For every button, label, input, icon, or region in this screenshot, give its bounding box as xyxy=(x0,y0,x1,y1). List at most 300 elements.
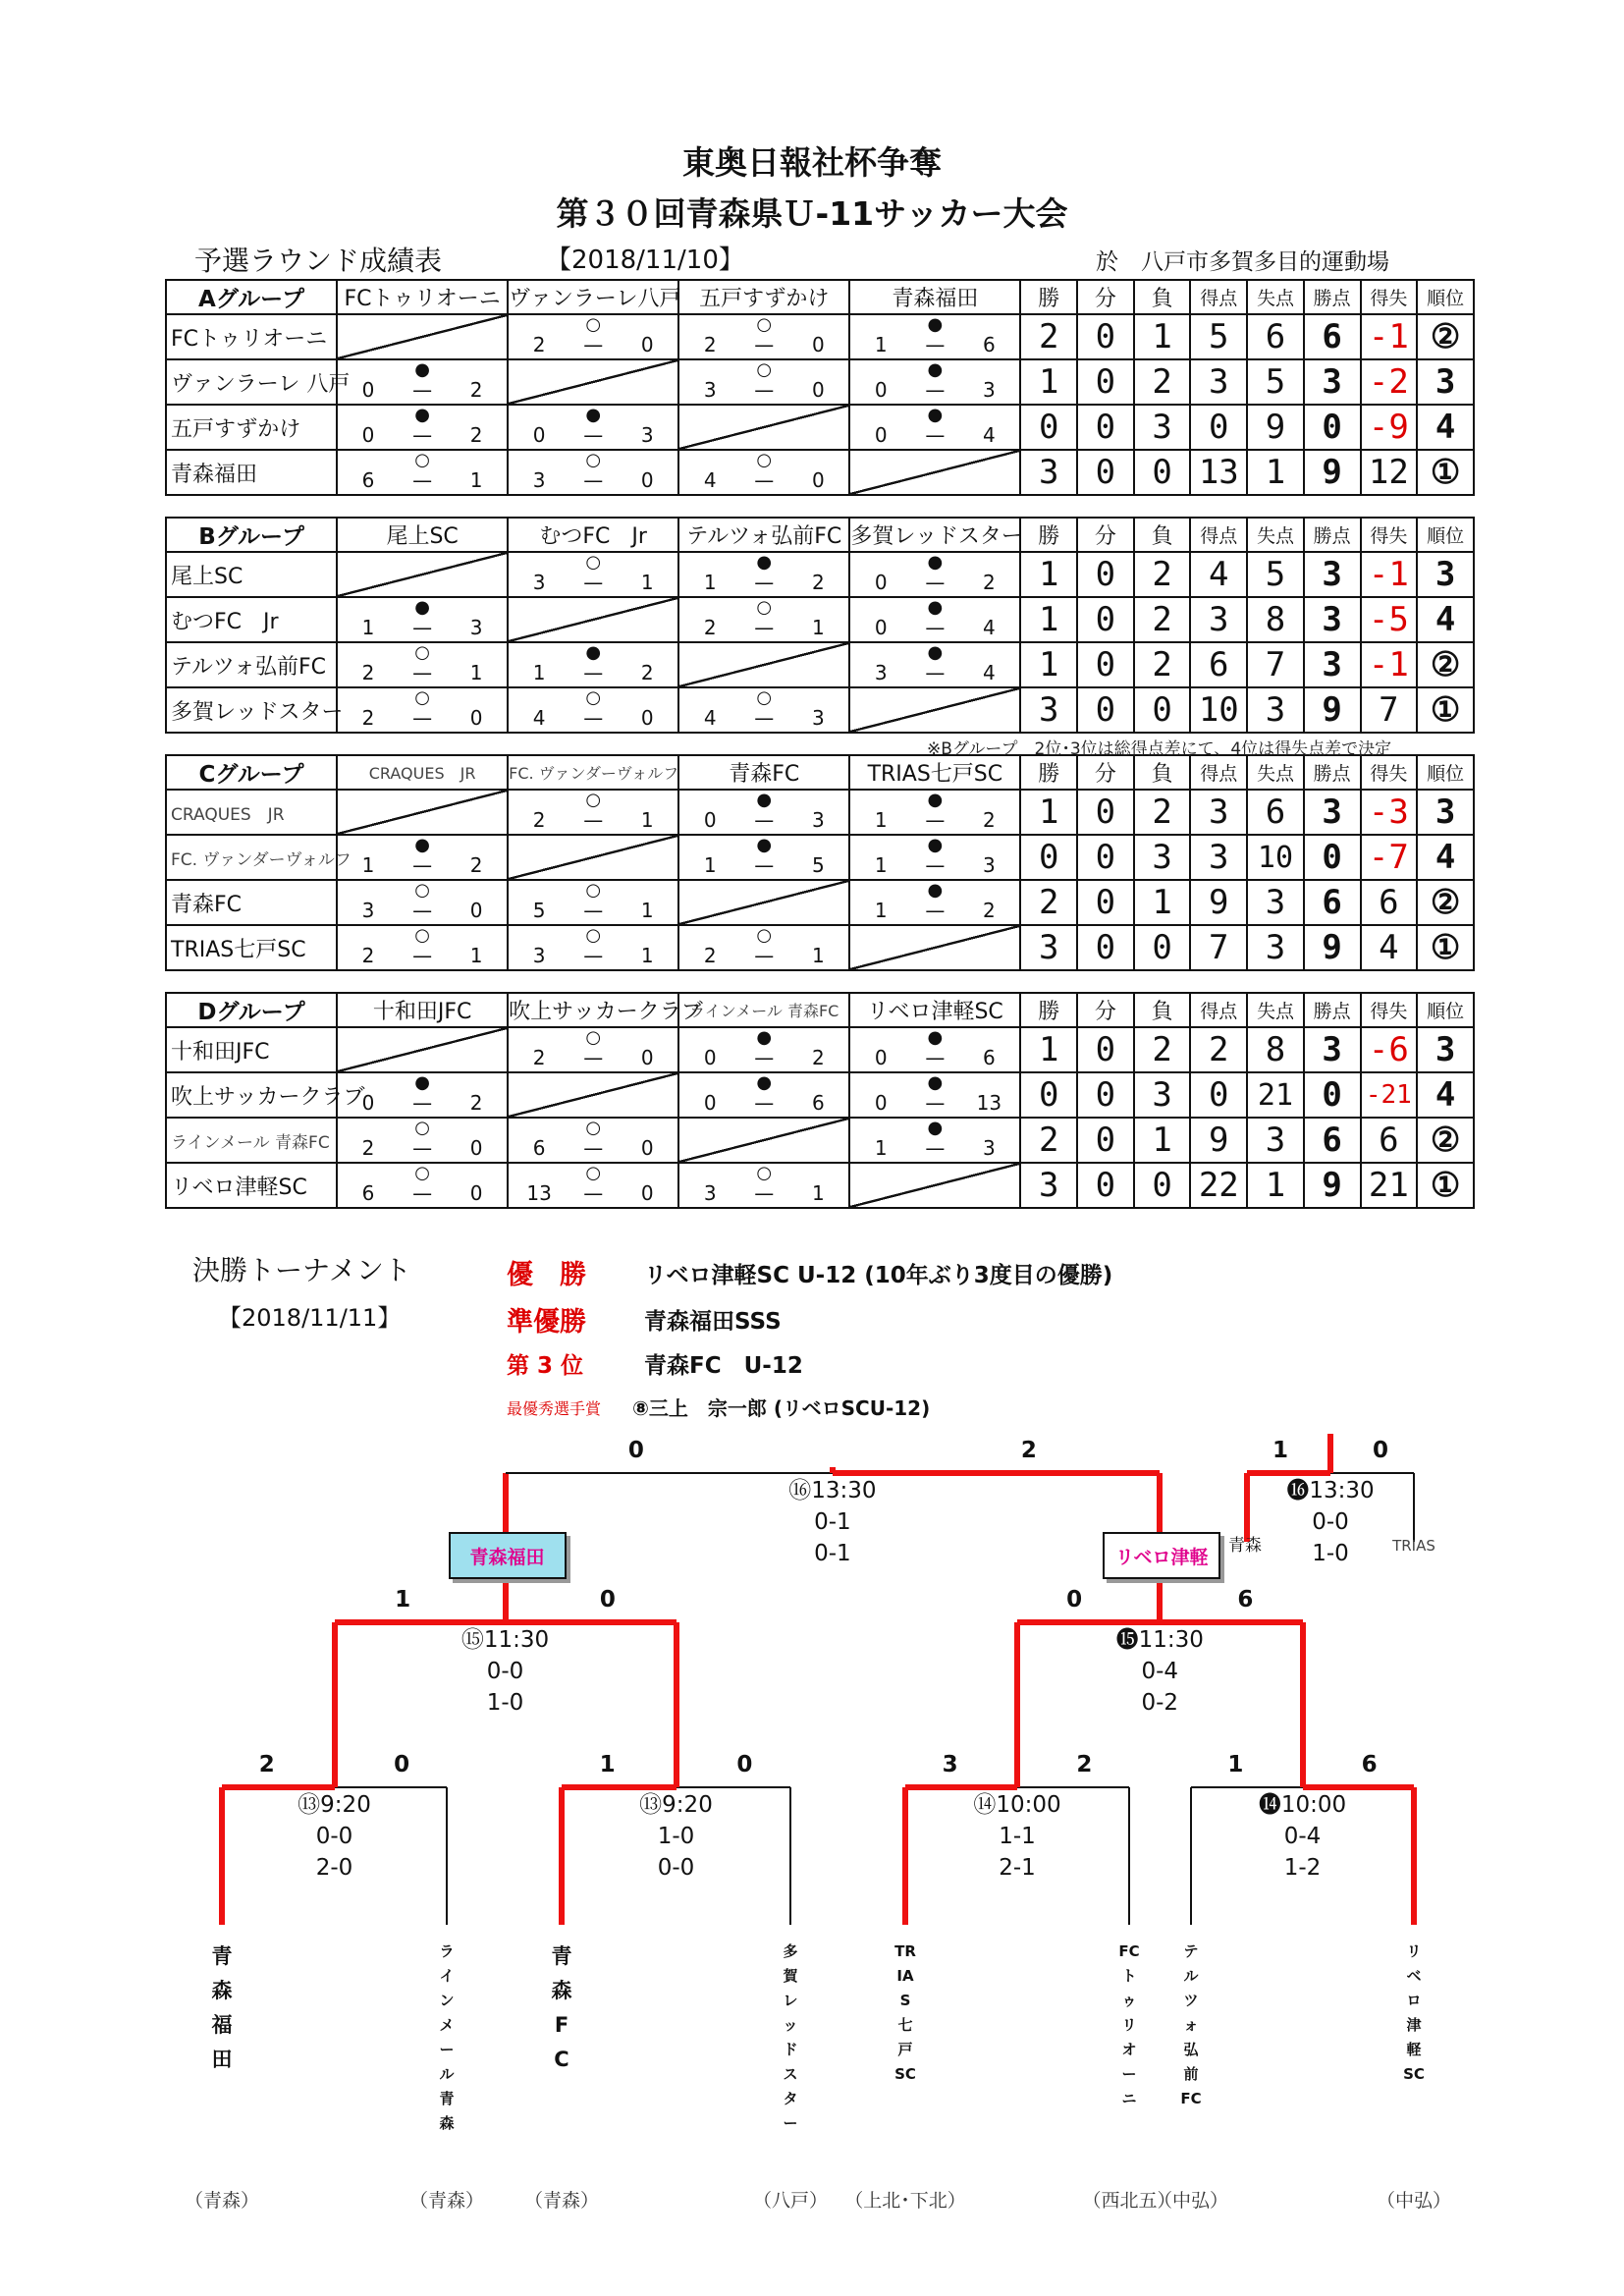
points: 0 xyxy=(1304,1072,1361,1118)
goals-for: 10 xyxy=(1190,687,1247,733)
win-mark: ○ xyxy=(585,552,602,573)
match-result xyxy=(849,552,1020,597)
score-against: 0 xyxy=(640,468,654,492)
bracket-team-name: 青森FC xyxy=(551,1944,572,2071)
score-against: 4 xyxy=(983,616,996,639)
champion-label: 優 勝 xyxy=(507,1260,586,1290)
score-for: 2 xyxy=(361,1136,375,1160)
champion-chip: リベロ津軽 xyxy=(1103,1532,1220,1579)
draws: 0 xyxy=(1077,552,1134,597)
points: 0 xyxy=(1304,405,1361,450)
draws: 0 xyxy=(1077,790,1134,835)
score-dash: — xyxy=(583,571,604,594)
team-region: （中弘） xyxy=(1376,2190,1452,2212)
first-half-score: 0-1 xyxy=(814,1509,851,1535)
stat-header: 得点 xyxy=(1190,755,1247,790)
goals-against: 6 xyxy=(1247,314,1304,359)
rank: 4 xyxy=(1417,405,1474,450)
score-for: 3 xyxy=(361,899,375,922)
stat-header: 勝点 xyxy=(1304,518,1361,552)
match-result xyxy=(337,642,508,687)
self-match-cell xyxy=(508,835,678,880)
group-table xyxy=(165,517,1475,734)
draws: 0 xyxy=(1077,450,1134,495)
loss-mark: ● xyxy=(927,359,944,380)
score-for: 1 xyxy=(874,899,888,922)
stat-header: 順位 xyxy=(1417,755,1474,790)
draws: 0 xyxy=(1077,642,1134,687)
score-dash: — xyxy=(754,333,775,356)
score-dash: — xyxy=(925,1091,946,1115)
match-result xyxy=(849,1072,1020,1118)
score-dash: — xyxy=(754,1091,775,1115)
team-line xyxy=(1190,1787,1192,1925)
win-mark: ○ xyxy=(756,450,773,470)
match-result xyxy=(849,314,1020,359)
group-name: Dグループ xyxy=(166,993,337,1027)
points: 3 xyxy=(1304,597,1361,642)
score-against: 2 xyxy=(811,1046,825,1069)
self-match-cell xyxy=(678,405,849,450)
win-mark: ○ xyxy=(414,1163,430,1183)
sf-up-line xyxy=(332,1622,338,1787)
goal-diff: 21 xyxy=(1361,1163,1418,1208)
goals-against: 3 xyxy=(1247,880,1304,925)
team-row xyxy=(166,450,1474,495)
loss-mark: ● xyxy=(756,790,773,810)
self-match-cell xyxy=(849,687,1020,733)
wins: 2 xyxy=(1020,1118,1077,1163)
draws: 0 xyxy=(1077,314,1134,359)
self-match-cell xyxy=(678,1118,849,1163)
rank: ② xyxy=(1417,1118,1474,1163)
stat-header: 得点 xyxy=(1190,280,1247,314)
losses: 1 xyxy=(1134,314,1191,359)
score-against: 2 xyxy=(469,853,483,877)
team-row xyxy=(166,1163,1474,1208)
self-match-cell xyxy=(849,925,1020,970)
first-half-score: 1-1 xyxy=(999,1824,1036,1849)
sf-up-line xyxy=(1300,1622,1306,1787)
points: 9 xyxy=(1304,450,1361,495)
score-left: 1 xyxy=(1272,1438,1289,1463)
final-heading: 決勝トーナメント xyxy=(192,1254,411,1286)
rank: ① xyxy=(1417,1163,1474,1208)
loser-line xyxy=(506,1472,833,1474)
score-against: 0 xyxy=(811,333,825,356)
team-row xyxy=(166,1072,1474,1118)
match-result xyxy=(849,1027,1020,1072)
match-result xyxy=(678,314,849,359)
match-result xyxy=(337,687,508,733)
score-right: 6 xyxy=(1361,1752,1378,1777)
points: 6 xyxy=(1304,880,1361,925)
team-row xyxy=(166,880,1474,925)
score-against: 0 xyxy=(469,706,483,730)
goals-for: 0 xyxy=(1190,1072,1247,1118)
score-against: 1 xyxy=(811,1181,825,1205)
points: 9 xyxy=(1304,925,1361,970)
score-dash: — xyxy=(583,944,604,967)
stat-header: 順位 xyxy=(1417,993,1474,1027)
score-against: 2 xyxy=(640,661,654,684)
goals-for: 22 xyxy=(1190,1163,1247,1208)
loser-line xyxy=(1330,1472,1414,1474)
win-mark: ○ xyxy=(756,314,773,335)
draws: 0 xyxy=(1077,687,1134,733)
score-dash: — xyxy=(925,808,946,832)
bracket-team-name: ラインメール青森 xyxy=(439,1942,455,2132)
team-name: ラインメール 青森FC xyxy=(166,1118,337,1163)
team-row xyxy=(166,405,1474,450)
team-line xyxy=(1411,1787,1417,1925)
sf-up-line xyxy=(674,1622,679,1787)
match-result xyxy=(849,880,1020,925)
goals-for: 5 xyxy=(1190,314,1247,359)
team-name: CRAQUES JR xyxy=(166,790,337,835)
score-dash: — xyxy=(925,333,946,356)
stat-header: 失点 xyxy=(1247,993,1304,1027)
match-result xyxy=(508,642,678,687)
score-for: 4 xyxy=(703,706,717,730)
score-right: 2 xyxy=(1020,1438,1037,1463)
score-against: 2 xyxy=(983,899,996,922)
score-left: 1 xyxy=(599,1752,616,1777)
losses: 0 xyxy=(1134,1163,1191,1208)
stat-header: 分 xyxy=(1077,518,1134,552)
score-left: 0 xyxy=(627,1438,644,1463)
bracket-team-name: リベロ津軽SC xyxy=(1403,1942,1425,2083)
second-half-score: 0-0 xyxy=(657,1855,695,1881)
self-match-cell xyxy=(337,552,508,597)
team-row xyxy=(166,835,1474,880)
stat-header: 失点 xyxy=(1247,280,1304,314)
third-team-left: 青森 xyxy=(1228,1536,1262,1556)
score-dash: — xyxy=(583,1046,604,1069)
loss-mark: ● xyxy=(927,1118,944,1138)
opponent-header: 吹上サッカークラブ xyxy=(508,993,678,1027)
goal-diff: 6 xyxy=(1361,1118,1418,1163)
points: 6 xyxy=(1304,1118,1361,1163)
match-result xyxy=(337,359,508,405)
stat-header: 得失 xyxy=(1361,518,1418,552)
score-against: 0 xyxy=(469,1181,483,1205)
group-b-note: ※Bグループ 2位･3位は総得点差にて、4位は得失点差で決定 xyxy=(927,739,1392,759)
score-against: 6 xyxy=(983,333,996,356)
score-for: 4 xyxy=(703,468,717,492)
score-against: 1 xyxy=(640,808,654,832)
venue: 於 八戸市多賀多目的運動場 xyxy=(1096,249,1389,275)
team-name: ヴァンラーレ 八戸 xyxy=(166,359,337,405)
score-dash: — xyxy=(925,661,946,684)
match-result xyxy=(849,790,1020,835)
score-against: 6 xyxy=(811,1091,825,1115)
stat-header: 負 xyxy=(1134,993,1191,1027)
win-mark: ○ xyxy=(414,880,430,901)
rank: ② xyxy=(1417,880,1474,925)
match-result xyxy=(508,790,678,835)
team-name: 多賀レッドスター xyxy=(166,687,337,733)
loss-mark: ● xyxy=(927,552,944,573)
score-left: 1 xyxy=(395,1587,411,1613)
score-dash: — xyxy=(754,706,775,730)
losses: 3 xyxy=(1134,1072,1191,1118)
score-right: 0 xyxy=(736,1752,753,1777)
goals-for: 6 xyxy=(1190,642,1247,687)
team-name: テルツォ弘前FC xyxy=(166,642,337,687)
title-line2: 第３０回青森県Ｕ-11サッカー大会 xyxy=(556,194,1068,233)
score-against: 0 xyxy=(640,333,654,356)
team-region: （青森） xyxy=(184,2190,260,2212)
score-against: 5 xyxy=(811,853,825,877)
goals-for: 0 xyxy=(1190,405,1247,450)
opponent-header: 青森福田 xyxy=(849,280,1020,314)
score-dash: — xyxy=(754,944,775,967)
score-for: 0 xyxy=(361,423,375,447)
score-dash: — xyxy=(925,1046,946,1069)
score-against: 3 xyxy=(811,808,825,832)
loss-mark: ● xyxy=(585,642,602,663)
stat-header: 勝点 xyxy=(1304,280,1361,314)
self-match-cell xyxy=(508,359,678,405)
goals-against: 5 xyxy=(1247,359,1304,405)
opponent-header: FCトゥリオーニ xyxy=(337,280,508,314)
score-dash: — xyxy=(754,1181,775,1205)
score-against: 3 xyxy=(983,853,996,877)
score-for: 6 xyxy=(361,468,375,492)
score-against: 0 xyxy=(811,468,825,492)
wins: 2 xyxy=(1020,880,1077,925)
rank: 4 xyxy=(1417,835,1474,880)
score-for: 6 xyxy=(361,1181,375,1205)
second-half-score: 1-0 xyxy=(1312,1541,1349,1566)
self-match-cell xyxy=(337,1027,508,1072)
wins: 0 xyxy=(1020,405,1077,450)
score-for: 2 xyxy=(703,333,717,356)
loss-mark: ● xyxy=(756,1072,773,1093)
opponent-header: CRAQUES JR xyxy=(337,755,508,790)
rank: ① xyxy=(1417,450,1474,495)
goals-for: 13 xyxy=(1190,450,1247,495)
win-mark: ○ xyxy=(756,925,773,946)
win-mark: ○ xyxy=(756,597,773,618)
score-for: 3 xyxy=(874,661,888,684)
opponent-header: 多賀レッドスター xyxy=(849,518,1020,552)
stat-header: 分 xyxy=(1077,993,1134,1027)
sf-up-line xyxy=(1014,1622,1020,1787)
score-for: 0 xyxy=(703,1046,717,1069)
team-name: 吹上サッカークラブ xyxy=(166,1072,337,1118)
score-for: 3 xyxy=(532,571,546,594)
score-dash: — xyxy=(583,1181,604,1205)
stat-header: 得失 xyxy=(1361,280,1418,314)
draws: 0 xyxy=(1077,405,1134,450)
score-for: 2 xyxy=(703,616,717,639)
score-dash: — xyxy=(583,333,604,356)
draws: 0 xyxy=(1077,1072,1134,1118)
score-dash: — xyxy=(412,1136,433,1160)
team-name: 尾上SC xyxy=(166,552,337,597)
score-against: 0 xyxy=(640,706,654,730)
score-against: 4 xyxy=(983,661,996,684)
first-half-score: 1-0 xyxy=(657,1824,695,1849)
win-mark: ○ xyxy=(585,925,602,946)
match-result xyxy=(849,642,1020,687)
match-result xyxy=(508,314,678,359)
rank: ② xyxy=(1417,642,1474,687)
team-row xyxy=(166,1118,1474,1163)
bracket-team-name: テルツォ弘前FC xyxy=(1180,1942,1202,2107)
bracket-team-name: 青森福田 xyxy=(211,1944,233,2071)
third-team: 青森FC U-12 xyxy=(644,1353,803,1379)
runnerup-team: 青森福田SSS xyxy=(644,1309,782,1335)
match-result xyxy=(508,405,678,450)
match-result xyxy=(508,880,678,925)
team-row xyxy=(166,687,1474,733)
stat-header: 失点 xyxy=(1247,755,1304,790)
score-against: 1 xyxy=(811,944,825,967)
score-dash: — xyxy=(412,853,433,877)
loss-mark: ● xyxy=(414,597,430,618)
win-mark: ○ xyxy=(585,790,602,810)
goals-for: 3 xyxy=(1190,597,1247,642)
team-name: 青森福田 xyxy=(166,450,337,495)
score-dash: — xyxy=(412,1181,433,1205)
score-for: 1 xyxy=(874,808,888,832)
opponent-header: むつFC Jr xyxy=(508,518,678,552)
losses: 1 xyxy=(1134,880,1191,925)
rank: 3 xyxy=(1417,1027,1474,1072)
score-dash: — xyxy=(583,661,604,684)
rank: ① xyxy=(1417,687,1474,733)
group-name: Aグループ xyxy=(166,280,337,314)
rank: ② xyxy=(1417,314,1474,359)
stat-header: 勝 xyxy=(1020,518,1077,552)
runnerup-chip: 青森福田 xyxy=(449,1532,567,1579)
third-label: 第 3 位 xyxy=(507,1353,584,1379)
team-row xyxy=(166,925,1474,970)
second-half-score: 0-2 xyxy=(1141,1690,1179,1716)
wins: 3 xyxy=(1020,450,1077,495)
match-result xyxy=(337,597,508,642)
self-match-cell xyxy=(678,880,849,925)
score-right: 0 xyxy=(1372,1438,1389,1463)
score-dash: — xyxy=(583,423,604,447)
loss-mark: ● xyxy=(756,1027,773,1048)
match-number: ⓰13:30 xyxy=(1286,1478,1375,1503)
team-name: 十和田JFC xyxy=(166,1027,337,1072)
goal-diff: -21 xyxy=(1361,1072,1418,1118)
wins: 3 xyxy=(1020,1163,1077,1208)
stat-header: 勝 xyxy=(1020,993,1077,1027)
self-match-cell xyxy=(678,642,849,687)
score-against: 0 xyxy=(640,1046,654,1069)
score-against: 0 xyxy=(640,1181,654,1205)
losses: 3 xyxy=(1134,835,1191,880)
draws: 0 xyxy=(1077,1118,1134,1163)
wins: 2 xyxy=(1020,314,1077,359)
group-table xyxy=(165,992,1475,1209)
losses: 2 xyxy=(1134,642,1191,687)
score-for: 3 xyxy=(703,378,717,402)
score-dash: — xyxy=(412,1091,433,1115)
team-region: （西北五） xyxy=(1082,2190,1176,2212)
loss-mark: ● xyxy=(927,790,944,810)
score-for: 1 xyxy=(703,853,717,877)
score-against: 1 xyxy=(469,661,483,684)
stat-header: 勝点 xyxy=(1304,755,1361,790)
final-date: 【2018/11/11】 xyxy=(218,1304,402,1332)
group-name: Bグループ xyxy=(166,518,337,552)
match-result xyxy=(849,835,1020,880)
win-mark: ○ xyxy=(756,687,773,708)
team-line xyxy=(902,1787,908,1925)
goals-against: 8 xyxy=(1247,597,1304,642)
score-against: 3 xyxy=(811,706,825,730)
mvp-player: ⑧三上 宗一郎 (リベロSCU-12) xyxy=(632,1396,931,1420)
win-mark: ○ xyxy=(585,880,602,901)
rank: 3 xyxy=(1417,552,1474,597)
win-mark: ○ xyxy=(414,642,430,663)
stat-header: 勝 xyxy=(1020,280,1077,314)
win-mark: ○ xyxy=(414,450,430,470)
score-dash: — xyxy=(925,616,946,639)
win-mark: ○ xyxy=(414,1118,430,1138)
goal-diff: -1 xyxy=(1361,552,1418,597)
match-result xyxy=(337,450,508,495)
team-line xyxy=(219,1787,225,1925)
match-number: ⓯11:30 xyxy=(1115,1627,1204,1653)
goals-against: 1 xyxy=(1247,1163,1304,1208)
score-dash: — xyxy=(583,1136,604,1160)
first-half-score: 0-4 xyxy=(1141,1659,1179,1684)
score-dash: — xyxy=(412,706,433,730)
points: 3 xyxy=(1304,1027,1361,1072)
score-for: 0 xyxy=(874,616,888,639)
points: 9 xyxy=(1304,687,1361,733)
score-against: 1 xyxy=(640,899,654,922)
score-dash: — xyxy=(925,571,946,594)
stat-header: 得点 xyxy=(1190,518,1247,552)
score-dash: — xyxy=(925,423,946,447)
match-result xyxy=(508,1163,678,1208)
match-result xyxy=(849,405,1020,450)
score-right: 0 xyxy=(394,1752,410,1777)
match-result xyxy=(678,1163,849,1208)
first-half-score: 0-4 xyxy=(1283,1824,1322,1849)
goal-diff: -3 xyxy=(1361,790,1418,835)
losses: 0 xyxy=(1134,925,1191,970)
goals-against: 6 xyxy=(1247,790,1304,835)
win-mark: ○ xyxy=(585,1163,602,1183)
self-match-cell xyxy=(849,450,1020,495)
win-mark: ○ xyxy=(585,314,602,335)
score-against: 1 xyxy=(640,571,654,594)
stat-header: 勝点 xyxy=(1304,993,1361,1027)
wins: 1 xyxy=(1020,597,1077,642)
loser-line xyxy=(1017,1786,1129,1788)
match-result xyxy=(337,1163,508,1208)
score-against: 2 xyxy=(469,378,483,402)
score-for: 0 xyxy=(703,808,717,832)
loser-line xyxy=(677,1786,791,1788)
team-region: （八戸） xyxy=(752,2190,829,2212)
goal-diff: -2 xyxy=(1361,359,1418,405)
score-dash: — xyxy=(925,899,946,922)
champion-line xyxy=(830,1467,836,1473)
score-dash: — xyxy=(925,853,946,877)
score-left: 2 xyxy=(258,1752,275,1777)
